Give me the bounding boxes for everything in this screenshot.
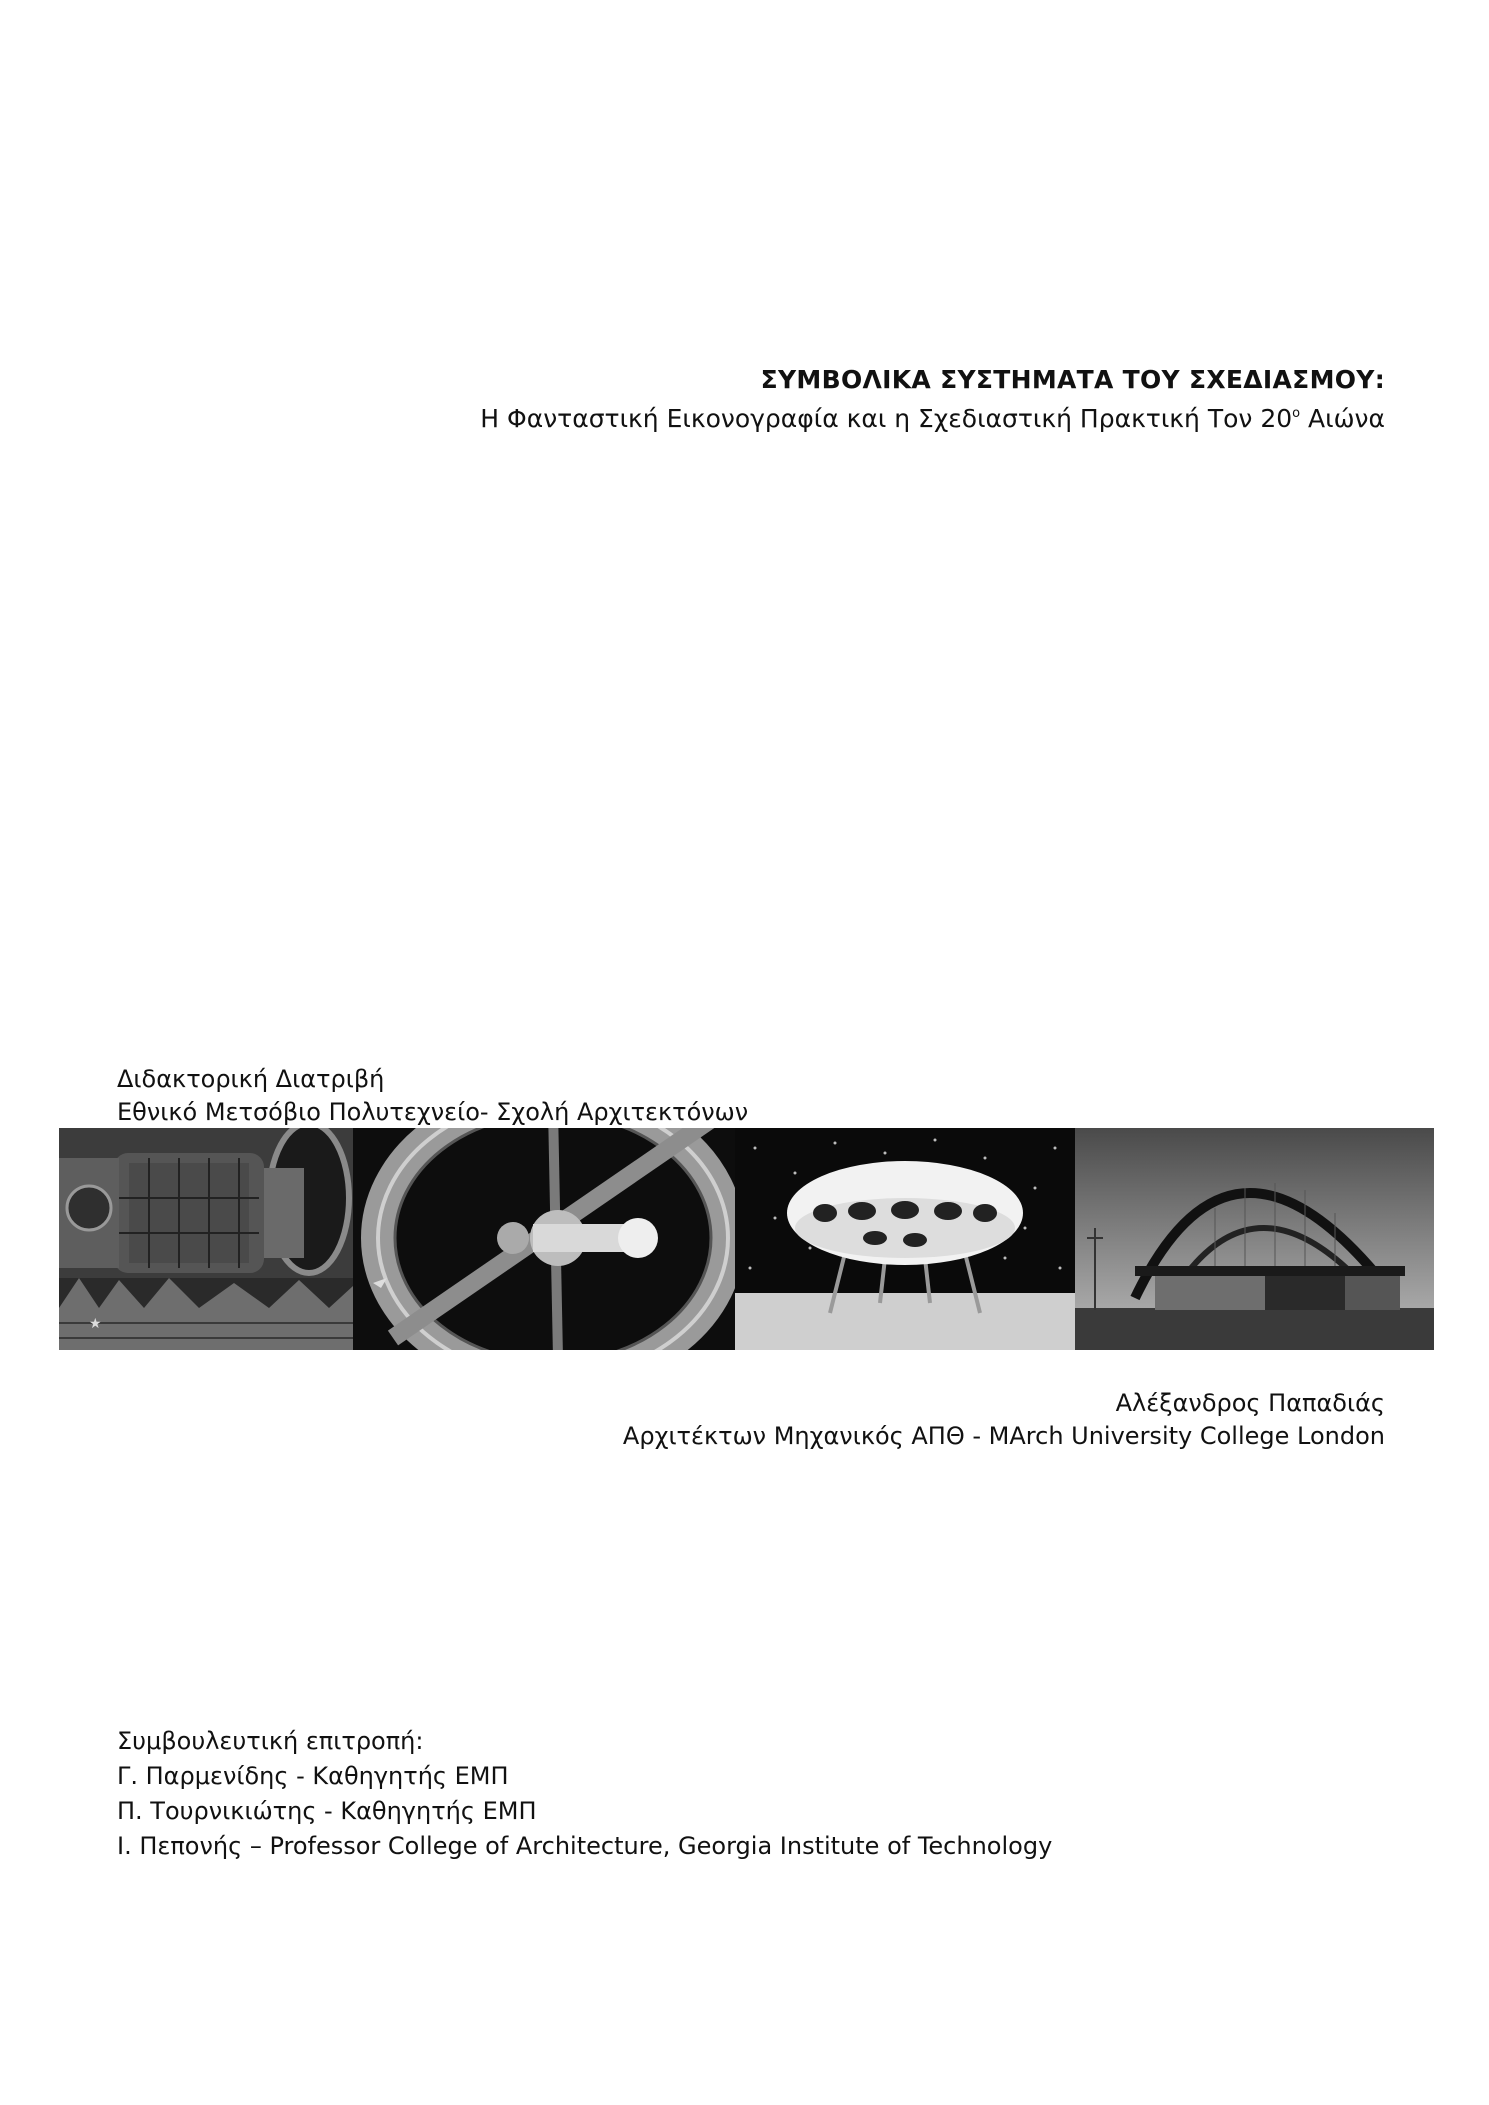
author-info [623,1387,1385,1453]
committee-member: Γ. Παρμενίδης - Καθηγητής ΕΜΠ [117,1762,509,1790]
advisory-committee [117,1724,1052,1864]
subtitle-text-end: Αιώνα [1300,404,1385,433]
spacecraft-machinery-image [59,1128,353,1350]
thesis-type: Διδακτορική Διατριβή [117,1065,385,1093]
space-station-wheel-image [353,1128,735,1350]
subtitle-superscript: ο [1292,406,1301,421]
author-name: Αλέξανδρος Παπαδιάς [1115,1389,1385,1417]
committee-member: Ι. Πεπονής – Professor College of Architecture, Georgia Institute of Technology [117,1832,1053,1860]
committee-member: Π. Τουρνικιώτης - Καθηγητής ΕΜΠ [117,1797,537,1825]
futuro-house-image [735,1128,1075,1350]
arch-building-image [1075,1128,1434,1350]
author-credentials: Αρχιτέκτων Μηχανικός ΑΠΘ - MArch University College London [622,1422,1385,1450]
thesis-subtitle [480,397,1385,436]
thesis-institution: Εθνικό Μετσόβιο Πολυτεχνείο- Σχολή Αρχιτεκτόνων [117,1098,749,1126]
thesis-title: ΣΥΜΒΟΛΙΚΑ ΣΥΣΤΗΜΑΤΑ ΤΟΥ ΣΧΕΔΙΑΣΜΟΥ: [760,365,1385,394]
image-strip [59,1128,1434,1350]
svg-text:★: ★ [89,1316,102,1332]
thesis-info [117,1063,748,1129]
title-block [480,363,1385,436]
subtitle-text: Η Φανταστική Εικονογραφία και η Σχεδιαστική Πρακτική Τον 20 [480,404,1293,433]
committee-heading: Συμβουλευτική επιτροπή: [117,1727,424,1755]
